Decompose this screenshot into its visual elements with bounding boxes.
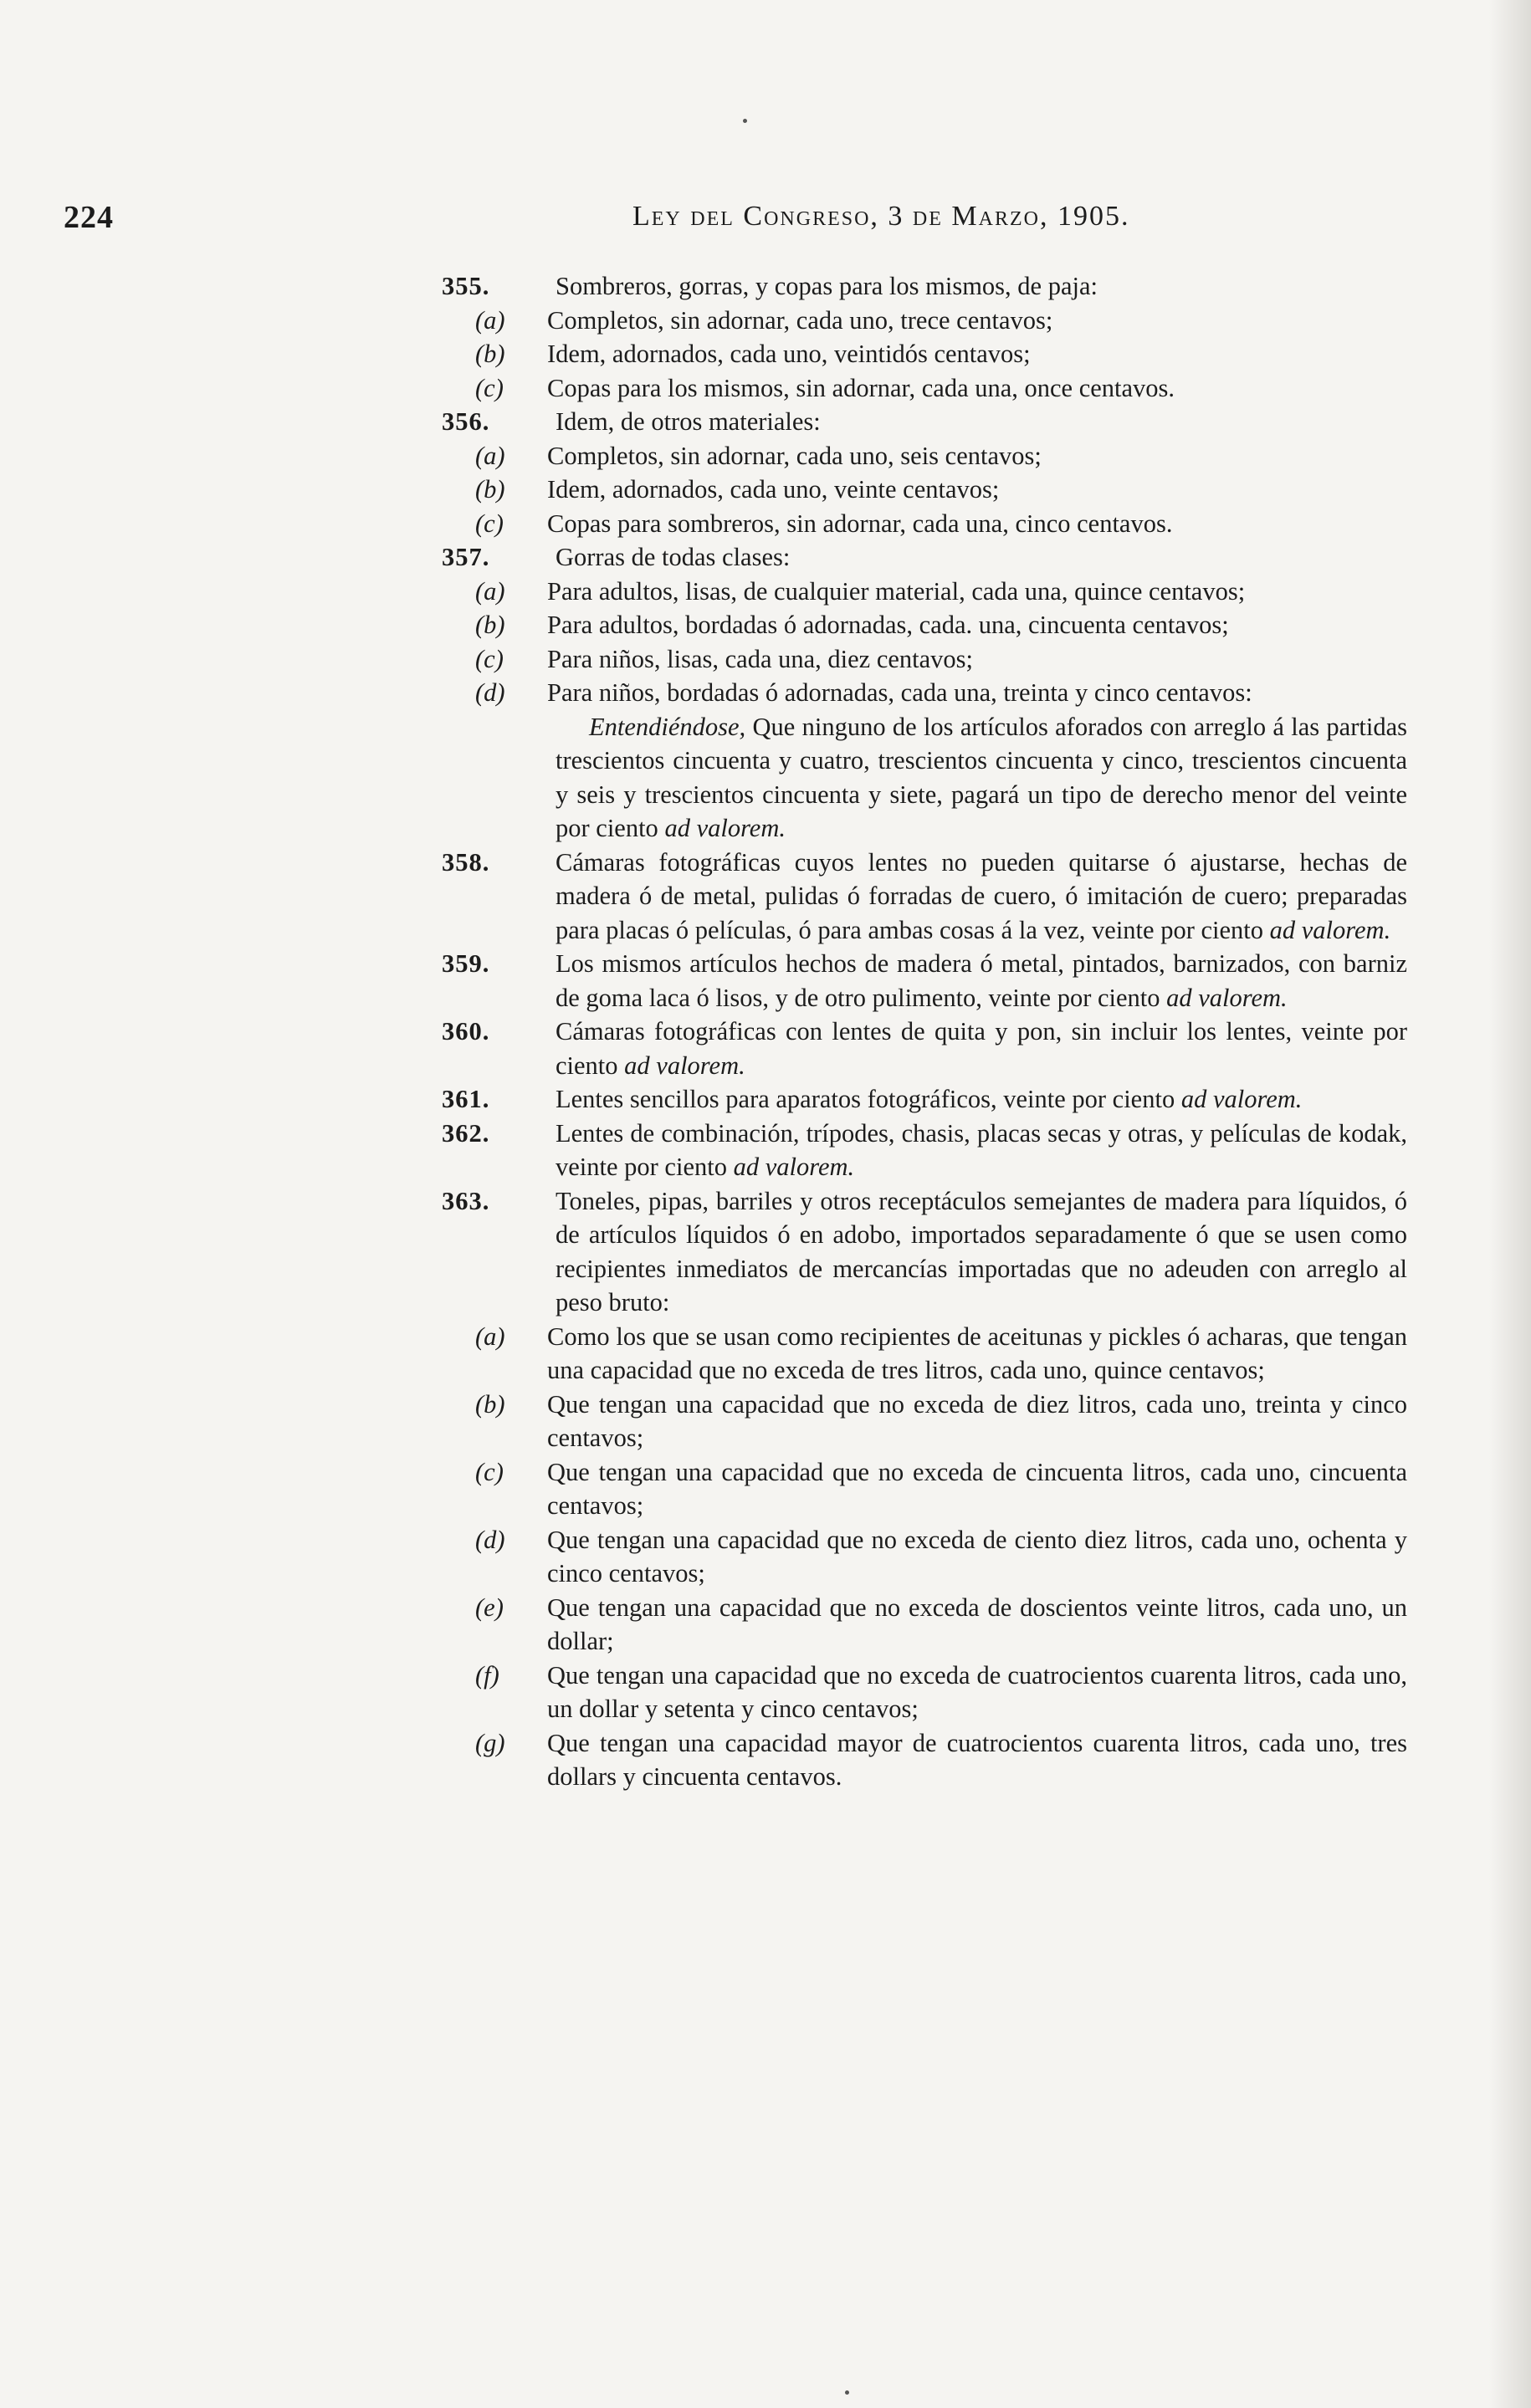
sub-text: Completos, sin adornar, cada uno, seis centavos;	[547, 441, 1042, 470]
entry-text: Cámaras fotográficas con lentes de quita y pon, sin incluir los lentes, veinte por ciento	[556, 1017, 1407, 1080]
sub-text: Idem, adornados, cada uno, veintidós centavos;	[547, 340, 1031, 368]
proviso-keyword: Entendiéndose,	[589, 712, 746, 741]
entry-number: 356.	[442, 407, 490, 436]
sub-text: Como los que se usan como recipientes de aceitunas y pickles ó acharas, que tengan una capacidad que no exceda de tres litros, cada uno, quince centavos;	[547, 1322, 1407, 1384]
entry-text: Toneles, pipas, barriles y otros receptáculos semejantes de madera para líquidos, ó de artículos líquidos ó en adobo, importados separadamente ó que se usen como recipientes inmediatos de mercancías importadas que no adeuden con arreglo al peso bruto:	[556, 1186, 1407, 1316]
entry-text: Lentes sencillos para aparatos fotográficos, veinte por ciento	[556, 1085, 1181, 1113]
sub-label: (c)	[475, 644, 504, 673]
sub-label: (c)	[475, 509, 504, 538]
page-edge-shadow	[1489, 0, 1531, 2408]
sub-item	[442, 337, 1407, 371]
sub-item	[442, 304, 1407, 338]
entry-357	[442, 540, 1407, 575]
sub-item	[442, 608, 1407, 642]
entry-361	[442, 1082, 1407, 1117]
scan-speck	[845, 2390, 849, 2395]
entry-360	[442, 1015, 1407, 1082]
sub-text: Idem, adornados, cada uno, veinte centavos;	[547, 475, 1000, 504]
entry-text: Sombreros, gorras, y copas para los mismos, de paja:	[556, 272, 1098, 300]
sub-text: Que tengan una capacidad que no exceda de doscientos veinte litros, cada uno, un dollar;	[547, 1593, 1407, 1655]
sub-item	[442, 507, 1407, 541]
scan-speck	[743, 119, 747, 123]
entry-358	[442, 846, 1407, 948]
sub-item	[442, 1523, 1407, 1591]
sub-label: (c)	[475, 1457, 504, 1486]
entry-text: Cámaras fotográficas cuyos lentes no pueden quitarse ó ajustarse, hechas de madera ó de metal, pulidas ó forradas de cuero, ó imitación de cuero; preparadas para placas ó películas, ó para ambas cosas á la vez, veinte por ciento	[556, 847, 1407, 944]
sub-label: (f)	[475, 1660, 499, 1690]
sub-text: Que tengan una capacidad que no exceda de ciento diez litros, cada uno, ochenta y cinco centavos;	[547, 1525, 1407, 1587]
entry-italic: ad valorem.	[1166, 983, 1288, 1012]
entry-362	[442, 1117, 1407, 1184]
sub-label: (b)	[475, 1389, 505, 1419]
entry-text: Lentes de combinación, trípodes, chasis, placas secas y otras, y películas de kodak, veinte por ciento	[556, 1118, 1407, 1181]
entry-number: 362.	[442, 1118, 490, 1148]
sub-item	[442, 1320, 1407, 1388]
proviso-note	[442, 710, 1407, 846]
sub-label: (b)	[475, 475, 505, 504]
sub-text: Que tengan una capacidad mayor de cuatrocientos cuarenta litros, cada uno, tres dollars y cincuenta centavos.	[547, 1728, 1407, 1791]
sub-item	[442, 439, 1407, 473]
entry-359	[442, 947, 1407, 1015]
sub-label: (b)	[475, 611, 505, 639]
entry-italic: ad valorem.	[624, 1051, 745, 1080]
entry-number: 358.	[442, 847, 490, 877]
entry-text: Idem, de otros materiales:	[556, 407, 821, 436]
sub-label: (g)	[475, 1728, 505, 1757]
entry-number: 357.	[442, 543, 490, 571]
sub-text: Que tengan una capacidad que no exceda de cuatrocientos cuarenta litros, cada uno, un dollar y setenta y cinco centavos;	[547, 1660, 1407, 1723]
sub-item	[442, 1455, 1407, 1523]
page-number: 224	[64, 200, 114, 235]
sub-text: Copas para sombreros, sin adornar, cada una, cinco centavos.	[547, 509, 1173, 538]
entry-355	[442, 269, 1407, 304]
sub-item	[442, 473, 1407, 507]
sub-label: (a)	[475, 441, 505, 470]
sub-text: Que tengan una capacidad que no exceda de cincuenta litros, cada uno, cincuenta centavos;	[547, 1457, 1407, 1520]
sub-text: Completos, sin adornar, cada uno, trece centavos;	[547, 305, 1053, 335]
entry-text: Gorras de todas clases:	[556, 543, 791, 571]
sub-text: Para niños, bordadas ó adornadas, cada una, treinta y cinco centavos:	[547, 678, 1252, 707]
tariff-entries	[442, 269, 1407, 1794]
proviso-text: Que ninguno de los artículos aforados con arreglo á las partidas trescientos cincuenta y cuatro, trescientos cincuenta y cinco, trescientos cincuenta y seis y trescientos cincuenta y siete, pagará un tipo de derecho menor del veinte por ciento	[556, 712, 1407, 842]
entry-text: Los mismos artículos hechos de madera ó metal, pintados, barnizados, con barniz de goma laca ó lisos, y de otro pulimento, veinte por ciento	[556, 949, 1407, 1012]
entry-italic: ad valorem.	[1269, 915, 1391, 944]
sub-label: (a)	[475, 576, 505, 606]
entry-number: 360.	[442, 1017, 490, 1046]
sub-text: Para adultos, bordadas ó adornadas, cada. una, cincuenta centavos;	[547, 611, 1229, 639]
sub-label: (d)	[475, 1525, 505, 1554]
entry-number: 361.	[442, 1085, 490, 1113]
sub-item	[442, 1726, 1407, 1794]
entry-italic: ad valorem.	[733, 1153, 855, 1181]
sub-text: Copas para los mismos, sin adornar, cada una, once centavos.	[547, 373, 1175, 402]
entry-number: 359.	[442, 949, 490, 978]
sub-item	[442, 1591, 1407, 1659]
sub-item	[442, 642, 1407, 677]
sub-item	[442, 371, 1407, 406]
sub-item	[442, 1659, 1407, 1726]
sub-item	[442, 1388, 1407, 1455]
entry-number: 355.	[442, 272, 490, 300]
sub-label: (d)	[475, 678, 505, 707]
proviso-end: ad valorem.	[664, 814, 786, 842]
sub-label: (c)	[475, 373, 504, 402]
sub-text: Para adultos, lisas, de cualquier material, cada una, quince centavos;	[547, 576, 1246, 606]
sub-label: (e)	[475, 1593, 504, 1622]
sub-item	[442, 575, 1407, 609]
sub-label: (a)	[475, 305, 505, 335]
entry-356	[442, 405, 1407, 439]
sub-item	[442, 676, 1407, 710]
entry-363	[442, 1184, 1407, 1320]
sub-label: (a)	[475, 1322, 505, 1351]
sub-text: Que tengan una capacidad que no exceda de diez litros, cada uno, treinta y cinco centavos;	[547, 1389, 1407, 1452]
entry-italic: ad valorem.	[1180, 1085, 1303, 1113]
entry-number: 363.	[442, 1186, 490, 1215]
running-head: Ley del Congreso, 3 de Marzo, 1905.	[632, 201, 1130, 232]
sub-text: Para niños, lisas, cada una, diez centavos;	[547, 644, 974, 673]
sub-label: (b)	[475, 340, 505, 368]
